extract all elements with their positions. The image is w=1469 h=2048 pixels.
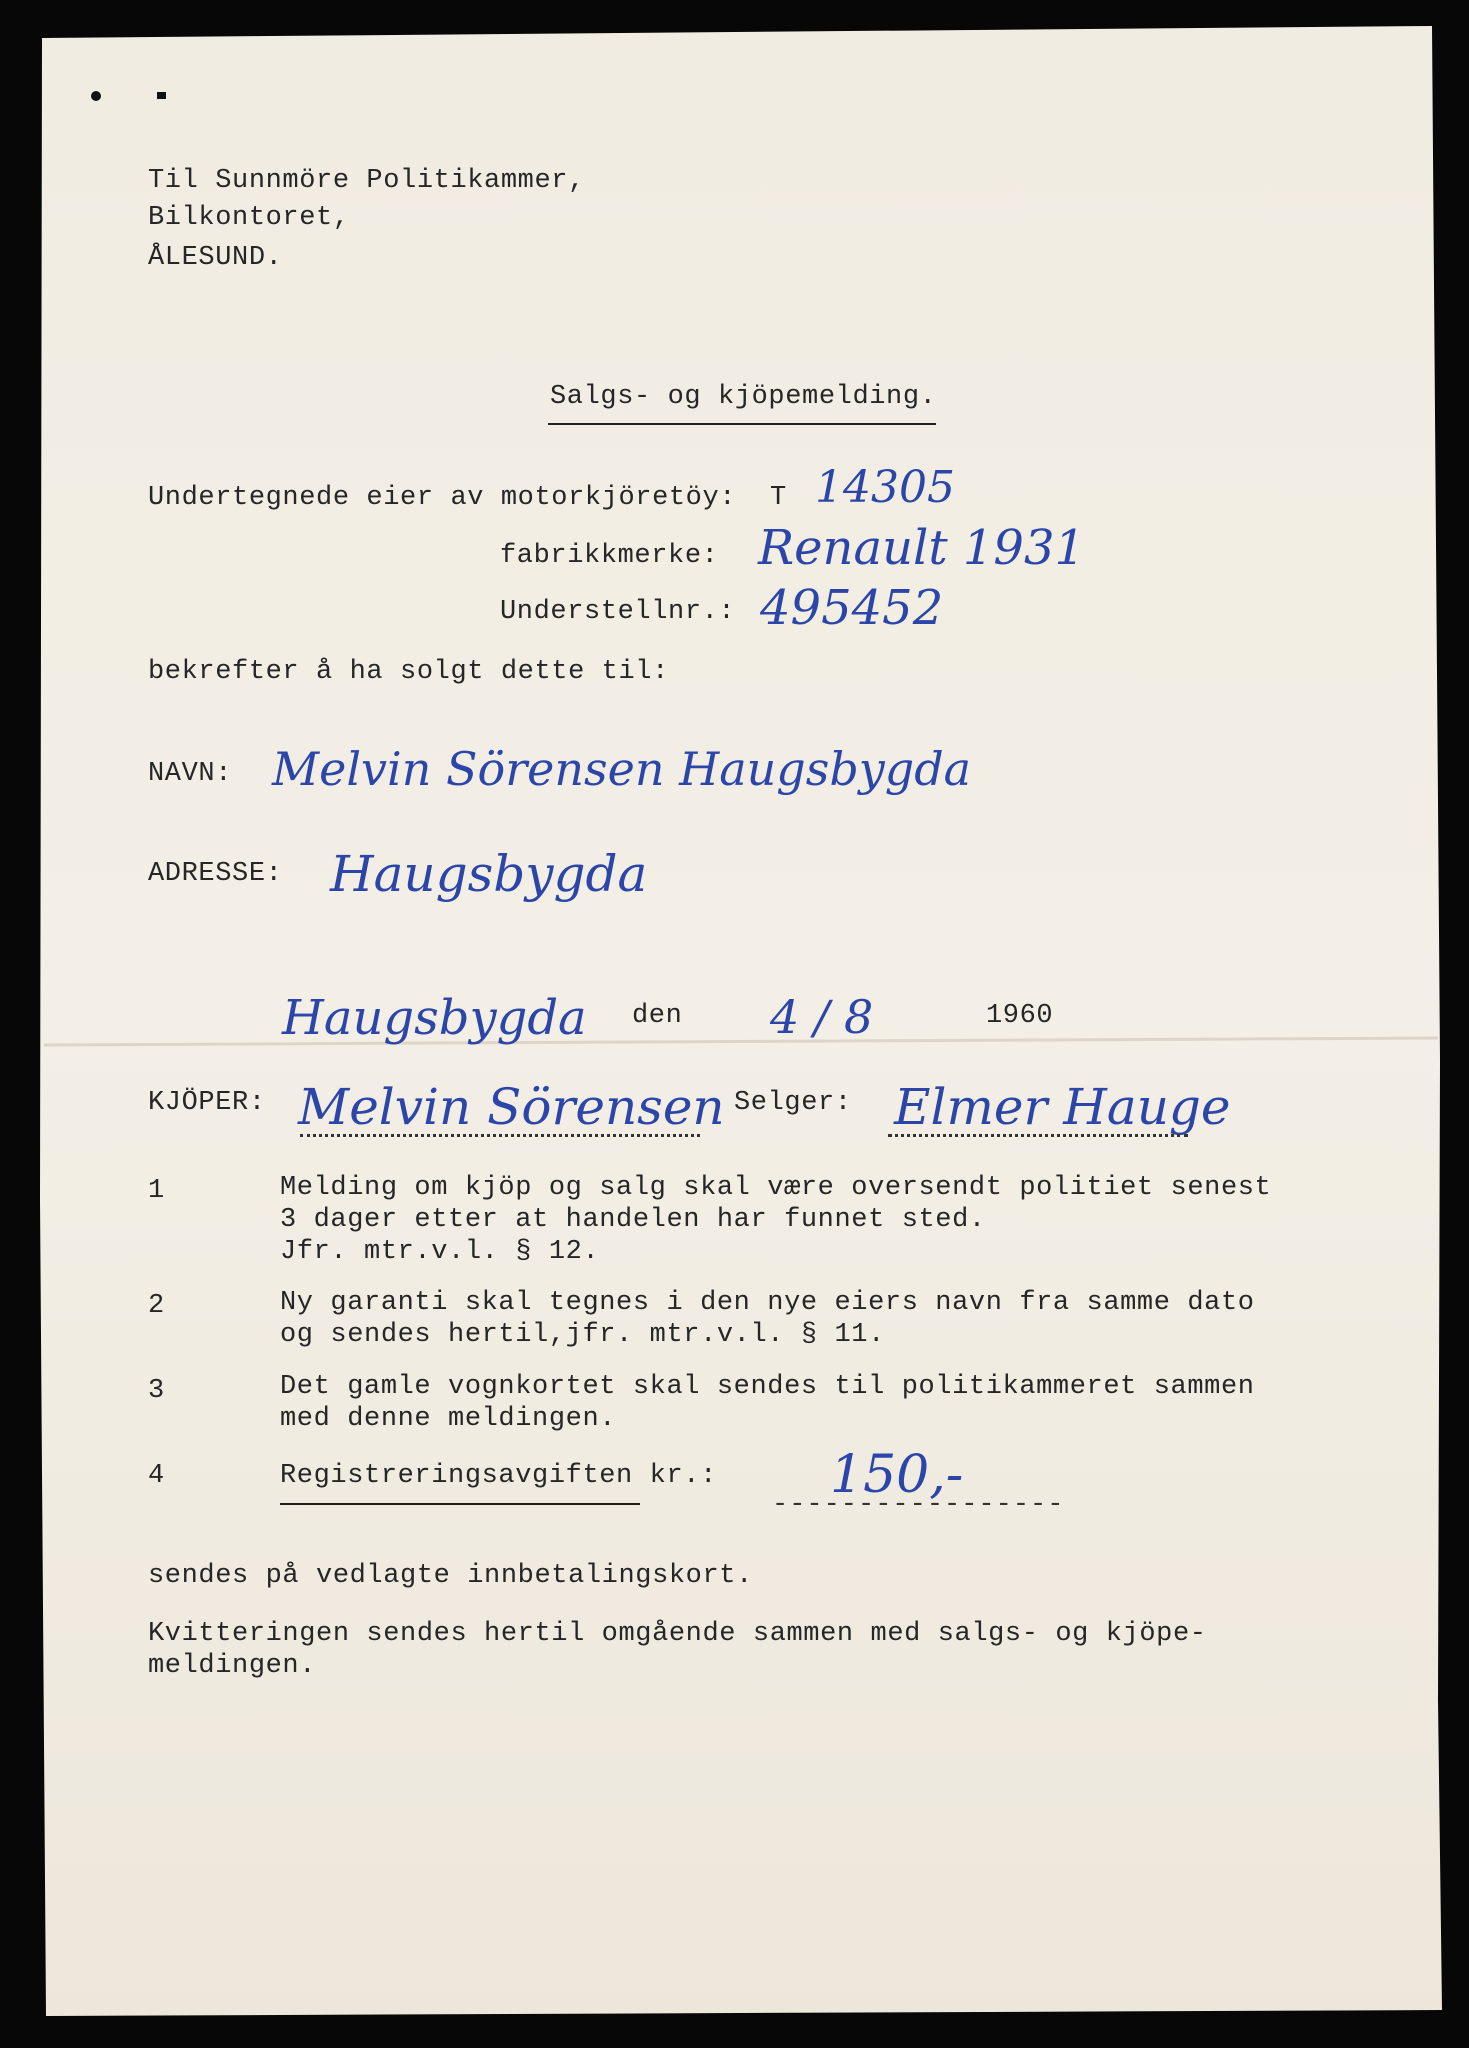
- chassis-handwritten: 495452: [760, 580, 944, 636]
- footer-line-2: Kvitteringen sendes hertil omgående sammen med salgs- og kjöpe- meldingen.: [148, 1619, 1207, 1681]
- seller-label: Selger:: [734, 1088, 852, 1118]
- rule-text: Ny garanti skal tegnes i den nye eiers navn fra samme dato og sendes hertil,jfr. mtr.v.l. § 11.: [280, 1288, 1255, 1350]
- reg-prefix: T: [770, 483, 787, 513]
- address-label: ADRESSE:: [148, 859, 283, 889]
- rule-number: 3: [148, 1376, 165, 1406]
- date-handwritten: 4 / 8: [770, 990, 874, 1044]
- punch-mark: [157, 92, 166, 99]
- make-label: fabrikkmerke:: [500, 541, 719, 571]
- buyer-signature-line: [300, 1134, 700, 1137]
- reg-number-handwritten: 14305: [815, 462, 955, 513]
- fee-label: Registreringsavgiften kr.:: [280, 1461, 717, 1491]
- buyer-signature: Melvin Sörensen: [298, 1078, 725, 1136]
- name-handwritten: Melvin Sörensen Haugsbygda: [272, 742, 972, 796]
- footer-line-1: sendes på vedlagte innbetalingskort.: [148, 1561, 753, 1591]
- document-title: Salgs- og kjöpemelding.: [550, 382, 937, 412]
- recipient-line-2: Bilkontoret,: [148, 203, 350, 233]
- make-handwritten: Renault 1931: [758, 520, 1086, 576]
- rule-number: 1: [148, 1176, 165, 1206]
- fee-amount-line: -----------------: [772, 1490, 1065, 1520]
- rule-number: 4: [148, 1461, 165, 1491]
- recipient-line-3: ÅLESUND.: [148, 243, 283, 273]
- rule-number: 2: [148, 1291, 165, 1321]
- confirm-text: bekrefter å ha solgt dette til:: [148, 657, 669, 687]
- owner-label: Undertegnede eier av motorkjöretöy:: [148, 483, 737, 513]
- recipient-line-1: Til Sunnmöre Politikammer,: [148, 166, 585, 196]
- name-label: NAVN:: [148, 759, 233, 789]
- year: 1960: [986, 1001, 1054, 1031]
- title-underline: [548, 423, 936, 425]
- rule-text: Melding om kjöp og salg skal være oversendt politiet senest 3 dager etter at handelen har funnet sted. Jfr. mtr.v.l. § 12.: [280, 1173, 1272, 1267]
- seller-signature: Elmer Hauge: [894, 1078, 1231, 1136]
- place-handwritten: Haugsbygda: [282, 990, 587, 1046]
- fee-label-underline: [280, 1503, 640, 1505]
- fee-amount-handwritten: 150,-: [830, 1445, 964, 1505]
- rule-text: Det gamle vognkortet skal sendes til politikammeret sammen med denne meldingen.: [280, 1372, 1255, 1434]
- buyer-label: KJÖPER:: [148, 1088, 266, 1118]
- seller-signature-line: [888, 1134, 1188, 1137]
- punch-mark: [91, 91, 101, 101]
- chassis-label: Understellnr.:: [500, 597, 736, 627]
- address-handwritten: Haugsbygda: [330, 845, 648, 903]
- den-label: den: [632, 1001, 683, 1031]
